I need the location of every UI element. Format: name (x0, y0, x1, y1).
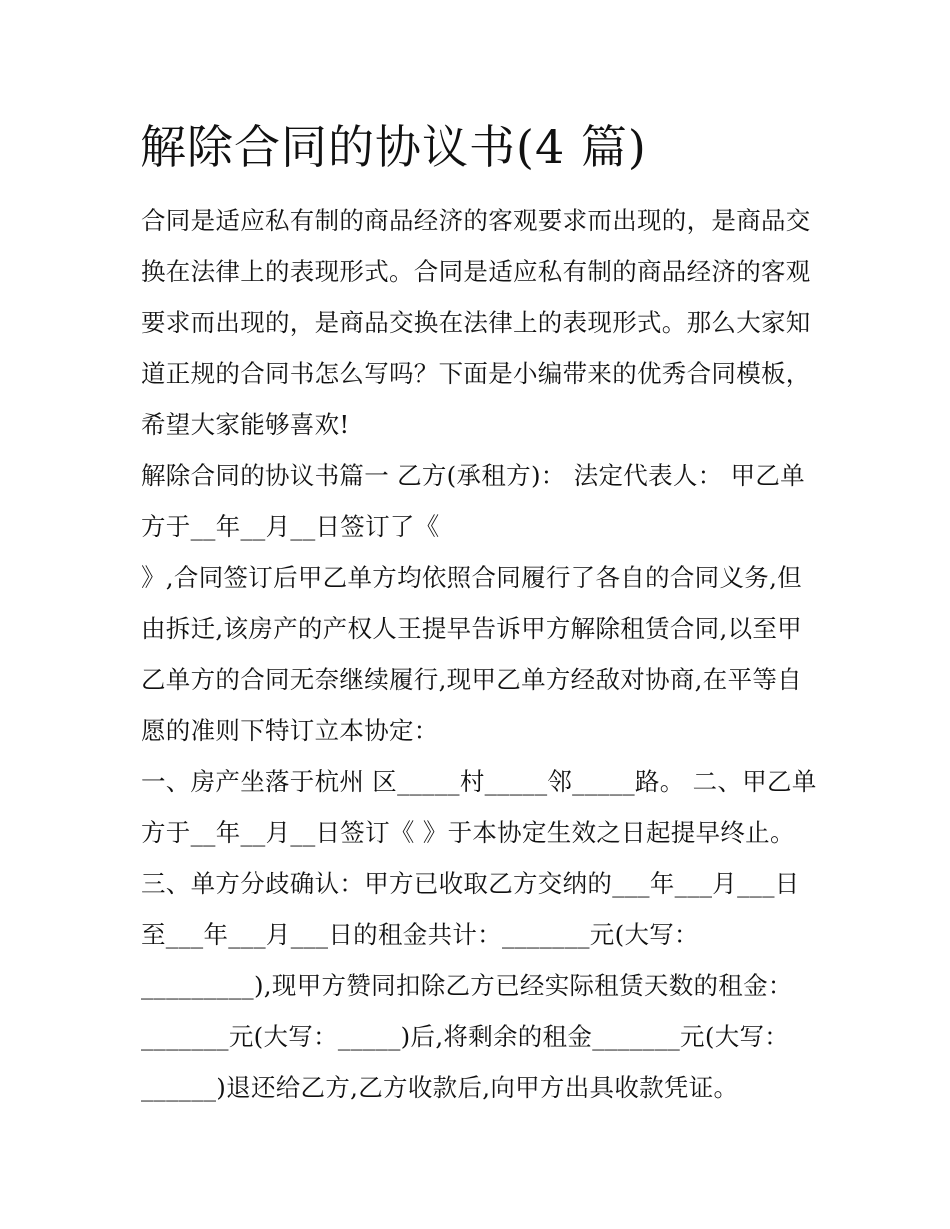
text-line: 乙单方的合同无奈继续履行,现甲乙单方经敌对协商,在平等自 (141, 665, 802, 694)
text-line: 至___年___月___日的租金共计：_______元(大写： (141, 920, 699, 949)
text-line: _________),现甲方赞同扣除乙方已经实际租赁天数的租金： (141, 971, 793, 1000)
text-line: 愿的准则下特订立本协定： (141, 716, 439, 745)
text-line: _______元(大写：_____)后,将剩余的租金_______元(大写： (141, 1022, 790, 1051)
text-line: 一、房产坐落于杭州 区_____村_____邻_____路。 二、甲乙单 (141, 767, 817, 796)
document-title: 解除合同的协议书(4 篇) (140, 120, 647, 174)
text-line: 三、单方分歧确认：甲方已收取乙方交纳的___年___月___日 (141, 869, 800, 898)
text-line: 由拆迁,该房产的产权人王提早告诉甲方解除租赁合同,以至甲 (141, 614, 802, 643)
text-line: 方于__年__月__日签订了《 (141, 512, 440, 541)
text-line: 方于__年__月__日签订《 》于本协定生效之日起提早终止。 (141, 818, 795, 847)
text-line: 》,合同签订后甲乙单方均依照合同履行了各自的合同义务,但 (141, 563, 802, 592)
text-line: 要求而出现的，是商品交换在法律上的表现形式。那么大家知 (141, 308, 811, 337)
text-line: ______)退还给乙方,乙方收款后,向甲方出具收款凭证。 (141, 1073, 739, 1102)
text-line: 解除合同的协议书篇一 乙方(承租方)： 法定代表人： 甲乙单 (141, 461, 805, 490)
text-line: 换在法律上的表现形式。合同是适应私有制的商品经济的客观 (141, 257, 811, 286)
text-line: 道正规的合同书怎么写吗？下面是小编带来的优秀合同模板， (141, 359, 811, 388)
text-line: 合同是适应私有制的商品经济的客观要求而出现的，是商品交 (141, 206, 811, 235)
text-line: 希望大家能够喜欢! (141, 410, 350, 439)
